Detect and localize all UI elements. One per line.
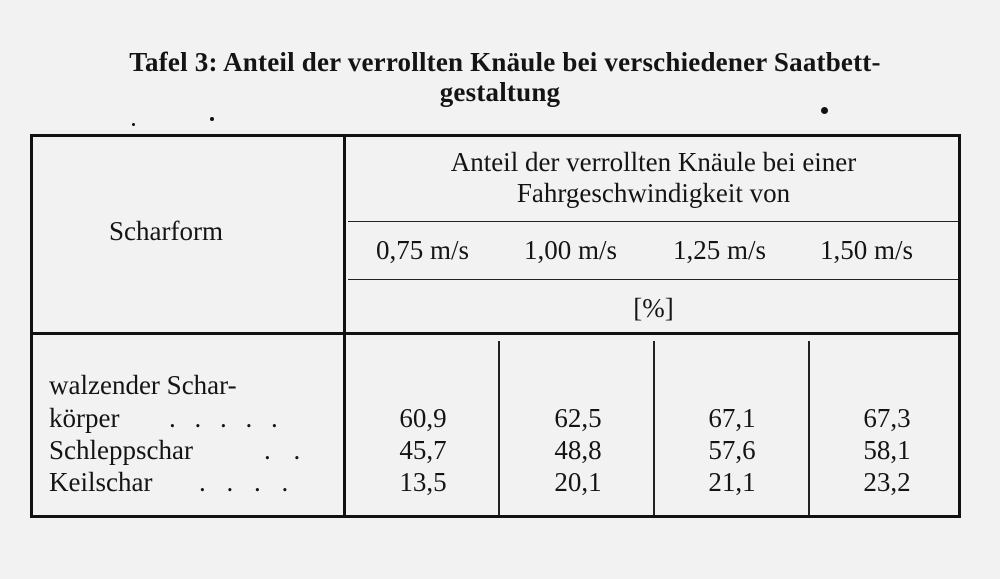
column-divider: [808, 341, 810, 515]
table-cell: 20,1: [554, 467, 602, 497]
caption-line-2: gestaltung: [439, 77, 561, 107]
table-cell: 21,1: [708, 467, 756, 497]
row-leader-dots: . .: [264, 435, 309, 465]
unit-header-rule: [348, 279, 958, 280]
speed-header-rule: [348, 221, 958, 222]
dust-speck: [821, 107, 828, 114]
column-divider: [653, 341, 655, 515]
table-caption: [0, 44, 1000, 110]
data-table: [30, 134, 961, 518]
speed-header: 0,75 m/s: [376, 235, 470, 265]
row-header-scharform: Scharform: [109, 216, 223, 246]
speed-header: 1,25 m/s: [673, 235, 767, 265]
table-cell: 13,5: [399, 467, 447, 497]
table-cell: 62,5: [554, 403, 602, 433]
group-header-line-2: Fahrgeschwindigkeit von: [516, 178, 791, 208]
row-leader-dots: . . . .: [199, 467, 296, 497]
dust-speck: [210, 117, 214, 121]
column-divider: [498, 341, 500, 515]
table-cell: 58,1: [863, 435, 911, 465]
table-cell: 67,1: [708, 403, 756, 433]
table-cell: 60,9: [399, 403, 447, 433]
row-label-walzender-line-2: körper: [49, 403, 120, 433]
row-label-schleppschar: Schleppschar: [49, 435, 193, 465]
speed-header: 1,50 m/s: [820, 235, 914, 265]
row-leader-dots: . . . . .: [169, 403, 284, 433]
row-label-walzender-line-1: walzender Schar-: [49, 370, 237, 400]
unit-header: [%]: [633, 293, 674, 323]
table-cell: 45,7: [399, 435, 447, 465]
caption-line-1: Tafel 3: Anteil der verrollten Knäule bei verschiedener Saatbett-: [129, 47, 881, 77]
table-cell: 23,2: [863, 467, 911, 497]
row-label-keilschar: Keilschar: [49, 467, 153, 497]
speed-header: 1,00 m/s: [524, 235, 618, 265]
group-header-line-1: Anteil der verrollten Knäule bei einer: [450, 147, 857, 177]
table-cell: 67,3: [863, 403, 911, 433]
header-body-divider: [33, 332, 958, 335]
table-cell: 57,6: [708, 435, 756, 465]
dust-speck: [132, 123, 135, 126]
table-cell: 48,8: [554, 435, 602, 465]
